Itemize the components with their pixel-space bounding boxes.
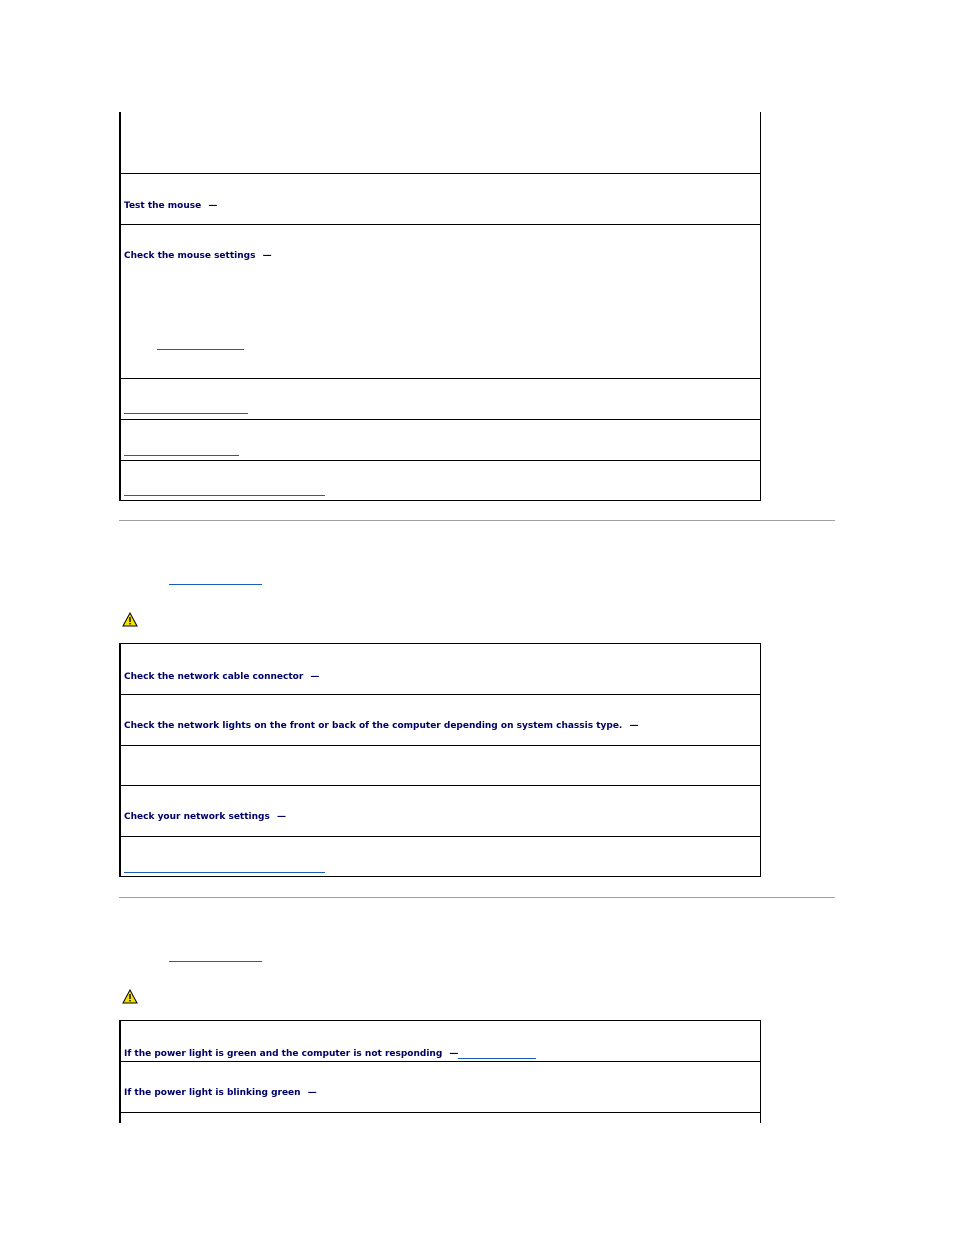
network-troubleshooting-table xyxy=(119,643,761,877)
section-divider xyxy=(119,897,835,898)
check-network-settings-label: Check your network settings xyxy=(124,812,270,822)
row-link[interactable] xyxy=(124,872,325,873)
check-network-lights-label: Check the network lights on the front or back of the computer depending on system chassis type. xyxy=(124,721,623,731)
table-row xyxy=(121,643,760,694)
dash: — xyxy=(262,251,272,261)
table-row xyxy=(121,1061,760,1112)
dash: — xyxy=(629,721,639,731)
mouse-troubleshooting-table xyxy=(119,112,761,501)
dash: — xyxy=(449,1049,459,1059)
section-divider xyxy=(119,520,835,521)
power-light-green-label: If the power light is green and the computer is not responding xyxy=(124,1049,443,1059)
dash: — xyxy=(307,1088,317,1098)
section-link[interactable] xyxy=(169,961,262,962)
dash: — xyxy=(276,812,286,822)
table-row xyxy=(121,836,760,877)
check-network-cable-label: Check the network cable connector xyxy=(124,672,304,682)
test-mouse-label: Test the mouse xyxy=(124,201,202,211)
row-link[interactable] xyxy=(124,455,239,456)
dash: — xyxy=(310,672,320,682)
table-row xyxy=(121,745,760,785)
section-link[interactable] xyxy=(169,584,262,585)
table-row xyxy=(121,1112,760,1123)
power-light-blinking-label: If the power light is blinking green xyxy=(124,1088,301,1098)
caution-icon xyxy=(122,612,138,627)
table-row xyxy=(121,224,760,378)
row-link[interactable] xyxy=(458,1058,536,1059)
table-row xyxy=(121,112,760,173)
mouse-settings-link[interactable] xyxy=(157,349,244,350)
table-row xyxy=(121,1020,760,1061)
dash: — xyxy=(208,201,218,211)
table-row xyxy=(121,694,760,745)
caution-icon xyxy=(122,989,138,1004)
table-row xyxy=(121,785,760,836)
check-mouse-settings-label: Check the mouse settings xyxy=(124,251,256,261)
table-row xyxy=(121,378,760,419)
row-link[interactable] xyxy=(124,495,325,496)
row-link[interactable] xyxy=(124,413,248,414)
table-row xyxy=(121,173,760,224)
table-row xyxy=(121,460,760,501)
power-lights-table xyxy=(119,1020,761,1123)
table-row xyxy=(121,419,760,460)
